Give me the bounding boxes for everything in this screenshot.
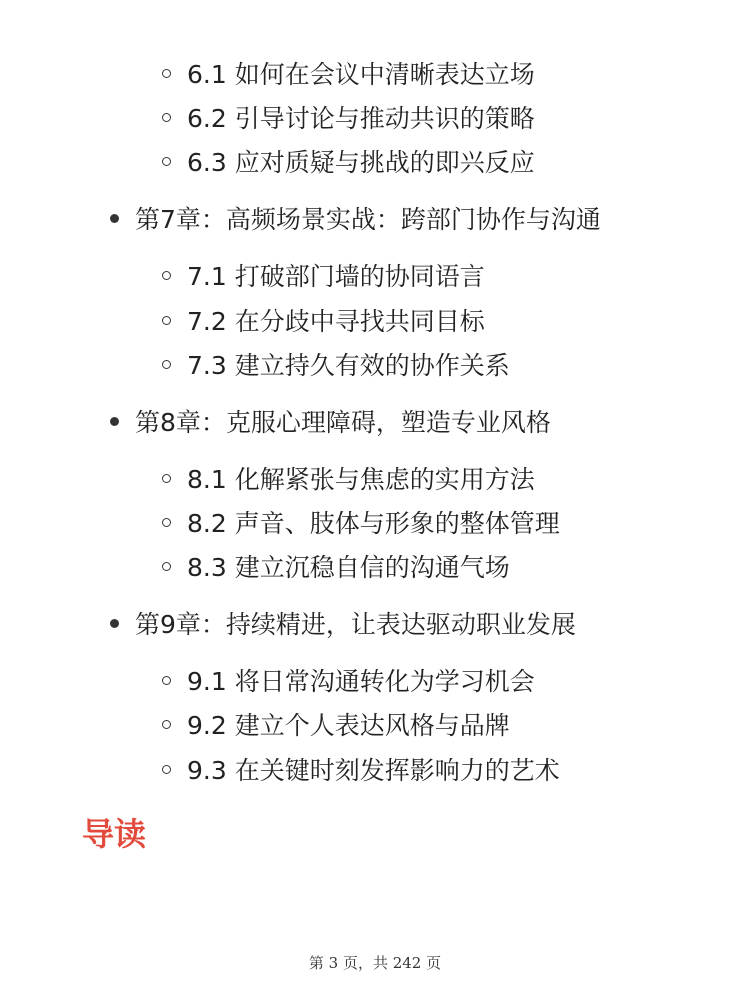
list-item-text: 6.1 如何在会议中清晰表达立场 bbox=[187, 60, 535, 89]
disc-bullet-icon bbox=[110, 619, 119, 628]
page-number-footer: 第 3 页，共 242 页 bbox=[308, 954, 442, 972]
list-item-6-1 bbox=[162, 55, 535, 91]
chapter-title: 第9章：持续精进，让表达驱动职业发展 bbox=[135, 610, 576, 639]
list-item-text: 8.1 化解紧张与焦虑的实用方法 bbox=[187, 465, 535, 494]
list-item-7-2 bbox=[162, 302, 485, 338]
circle-bullet-icon bbox=[162, 518, 171, 527]
list-item-text: 9.2 建立个人表达风格与品牌 bbox=[187, 711, 510, 740]
circle-bullet-icon bbox=[162, 271, 171, 280]
chapter-item-9 bbox=[110, 605, 576, 641]
circle-bullet-icon bbox=[162, 720, 171, 729]
circle-bullet-icon bbox=[162, 562, 171, 571]
chapter-title: 第8章：克服心理障碍，塑造专业风格 bbox=[135, 408, 551, 437]
list-item-text: 8.3 建立沉稳自信的沟通气场 bbox=[187, 553, 510, 582]
circle-bullet-icon bbox=[162, 474, 171, 483]
list-item-text: 7.1 打破部门墙的协同语言 bbox=[187, 262, 485, 291]
list-item-8-1 bbox=[162, 460, 535, 496]
list-item-9-1 bbox=[162, 662, 535, 698]
circle-bullet-icon bbox=[162, 157, 171, 166]
list-item-text: 6.3 应对质疑与挑战的即兴反应 bbox=[187, 148, 535, 177]
list-item-text: 9.1 将日常沟通转化为学习机会 bbox=[187, 667, 535, 696]
circle-bullet-icon bbox=[162, 113, 171, 122]
list-item-text: 9.3 在关键时刻发挥影响力的艺术 bbox=[187, 756, 560, 785]
circle-bullet-icon bbox=[162, 69, 171, 78]
list-item-text: 6.2 引导讨论与推动共识的策略 bbox=[187, 104, 535, 133]
list-item-8-2 bbox=[162, 504, 560, 540]
chapter-item-7 bbox=[110, 200, 601, 236]
chapter-item-8 bbox=[110, 403, 551, 439]
list-item-7-3 bbox=[162, 346, 510, 382]
disc-bullet-icon bbox=[110, 417, 119, 426]
list-item-text: 7.2 在分歧中寻找共同目标 bbox=[187, 307, 485, 336]
disc-bullet-icon bbox=[110, 214, 119, 223]
section-heading: 导读 bbox=[82, 815, 147, 853]
list-item-9-3 bbox=[162, 751, 560, 787]
list-item-7-1 bbox=[162, 257, 485, 293]
list-item-6-2 bbox=[162, 99, 535, 135]
circle-bullet-icon bbox=[162, 765, 171, 774]
list-item-text: 8.2 声音、肢体与形象的整体管理 bbox=[187, 509, 560, 538]
circle-bullet-icon bbox=[162, 676, 171, 685]
chapter-title: 第7章：高频场景实战：跨部门协作与沟通 bbox=[135, 205, 601, 234]
circle-bullet-icon bbox=[162, 360, 171, 369]
list-item-text: 7.3 建立持久有效的协作关系 bbox=[187, 351, 510, 380]
list-item-9-2 bbox=[162, 706, 510, 742]
list-item-6-3 bbox=[162, 143, 535, 179]
circle-bullet-icon bbox=[162, 316, 171, 325]
list-item-8-3 bbox=[162, 548, 510, 584]
